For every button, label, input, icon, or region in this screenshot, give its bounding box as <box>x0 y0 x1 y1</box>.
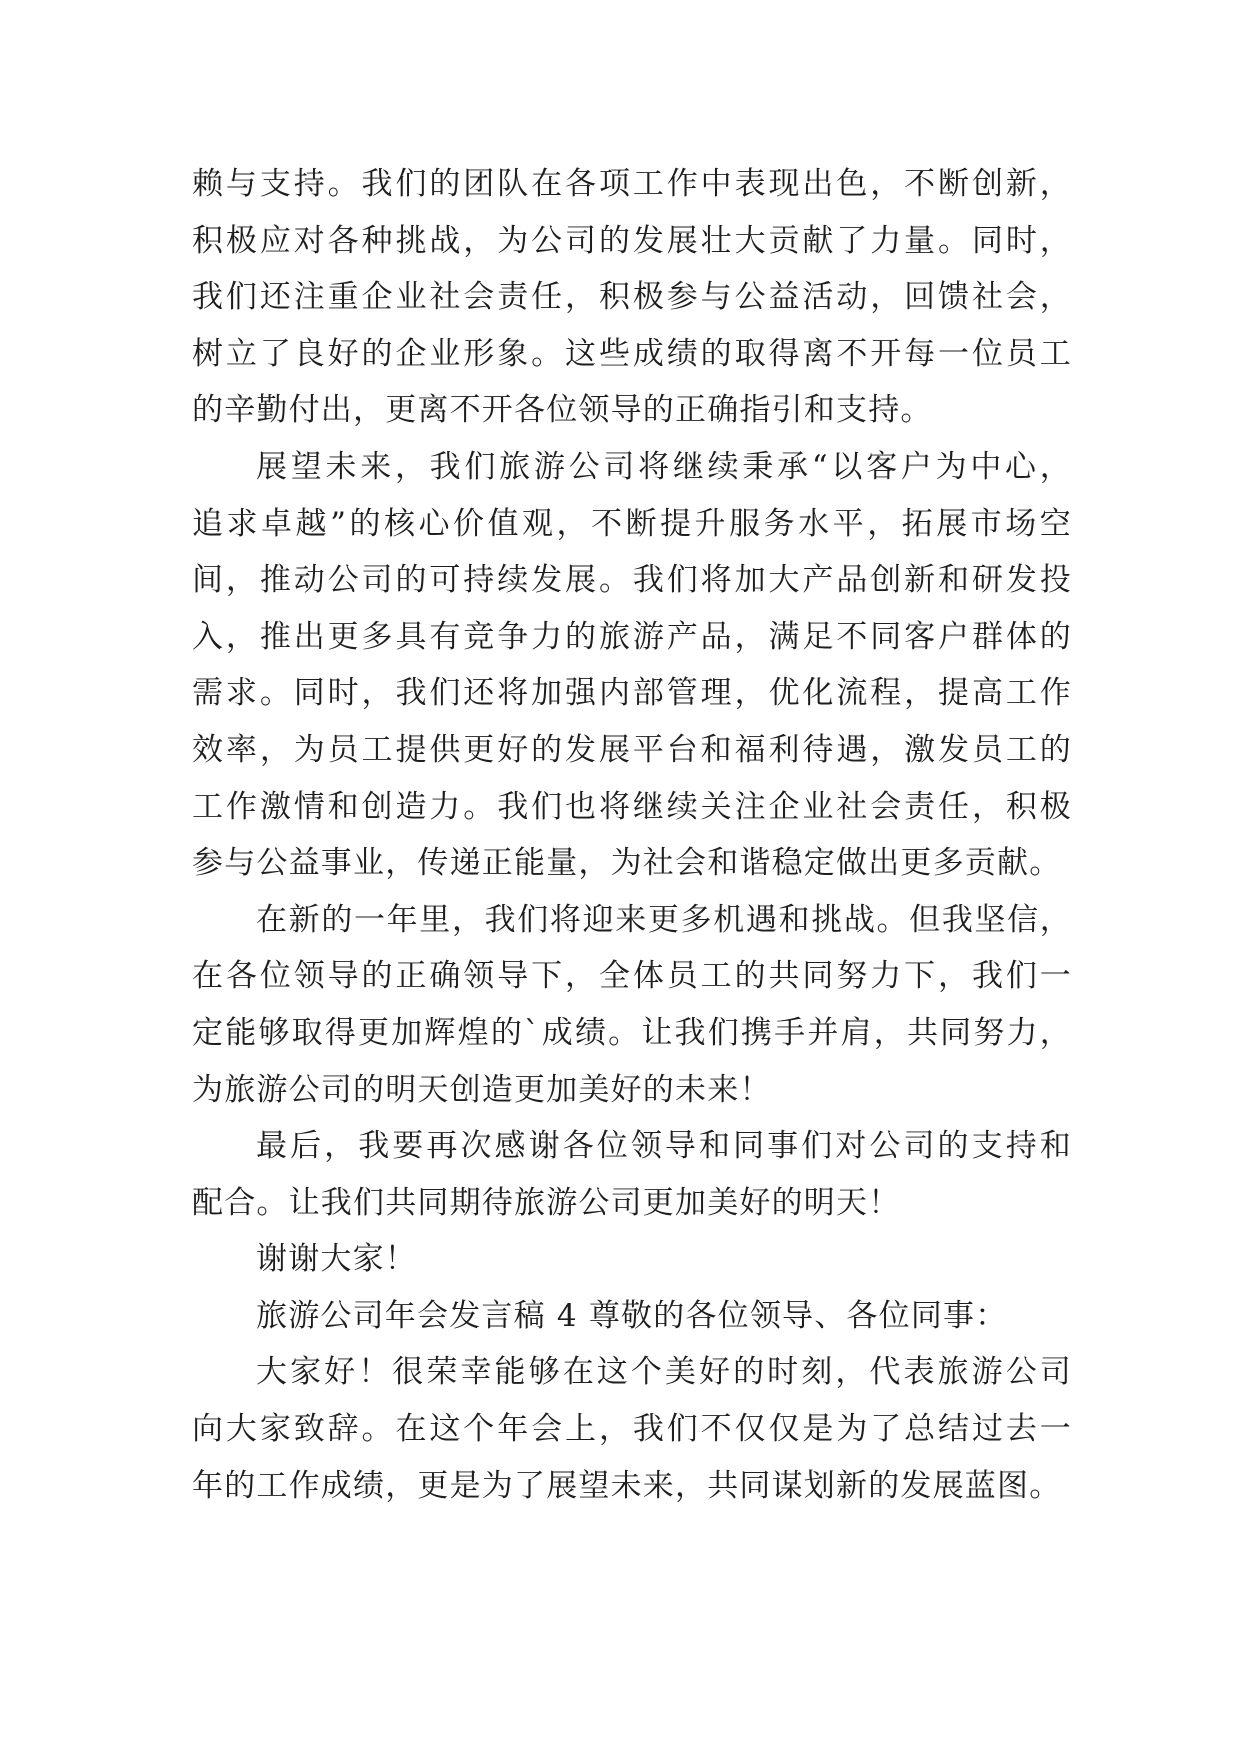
text-line: 在新的一年里，我们将迎来更多机遇和挑战。但我坚信， <box>256 901 1072 938</box>
document-body <box>192 156 1072 1514</box>
text-line: 谢谢大家！ <box>256 1241 417 1278</box>
text-line: 为旅游公司的明天创造更加美好的未来！ <box>192 1071 772 1108</box>
text-line: 展望未来，我们旅游公司将继续秉承“以客户为中心， <box>256 448 1072 485</box>
text-line: 效率，为员工提供更好的发展平台和福利待遇，激发员工的 <box>192 731 1072 768</box>
paragraph-speech-4-heading <box>192 1288 1072 1345</box>
text-line: 工作激情和创造力。我们也将继续关注企业社会责任，积极 <box>192 788 1072 825</box>
text-line: 定能够取得更加辉煌的`成绩。让我们携手并肩，共同努力， <box>192 1014 1072 1051</box>
paragraph-new-year <box>192 892 1072 1118</box>
text-line: 在各位领导的正确领导下，全体员工的共同努力下，我们一 <box>192 958 1072 995</box>
text-line: 赖与支持。我们的团队在各项工作中表现出色，不断创新， <box>192 166 1072 202</box>
text-line: 旅游公司年会发言稿 4 尊敬的各位领导、各位同事： <box>256 1297 1008 1334</box>
text-line: 积极应对各种挑战，为公司的发展壮大贡献了力量。同时， <box>192 222 1072 259</box>
text-line: 间，推动公司的可持续发展。我们将加大产品创新和研发投 <box>192 562 1072 599</box>
text-line: 大家好！很荣幸能够在这个美好的时刻，代表旅游公司 <box>256 1354 1072 1391</box>
text-line: 配合。让我们共同期待旅游公司更加美好的明天！ <box>192 1184 901 1221</box>
text-line: 入，推出更多具有竞争力的旅游产品，满足不同客户群体的 <box>192 618 1072 655</box>
text-line: 需求。同时，我们还将加强内部管理，优化流程，提高工作 <box>192 675 1072 712</box>
text-line: 向大家致辞。在这个年会上，我们不仅仅是为了总结过去一 <box>192 1411 1072 1448</box>
paragraph-thanks <box>192 1118 1072 1231</box>
text-line: 最后，我要再次感谢各位领导和同事们对公司的支持和 <box>256 1128 1072 1165</box>
text-line: 追求卓越”的核心价值观，不断提升服务水平，拓展市场空 <box>192 505 1072 542</box>
paragraph-outlook <box>192 439 1072 892</box>
paragraph-greeting <box>192 1344 1072 1514</box>
text-line: 参与公益事业，传递正能量，为社会和谐稳定做出更多贡献。 <box>192 845 1062 882</box>
text-line: 我们还注重企业社会责任，积极参与公益活动，回馈社会， <box>192 279 1072 316</box>
text-line: 的辛勤付出，更离不开各位领导的正确指引和支持。 <box>192 392 933 429</box>
text-line: 树立了良好的企业形象。这些成绩的取得离不开每一位员工 <box>192 335 1072 372</box>
paragraph-closing <box>192 1231 1072 1288</box>
paragraph-achievements <box>192 156 1072 439</box>
text-line: 年的工作成绩，更是为了展望未来，共同谋划新的发展蓝图。 <box>192 1467 1062 1504</box>
